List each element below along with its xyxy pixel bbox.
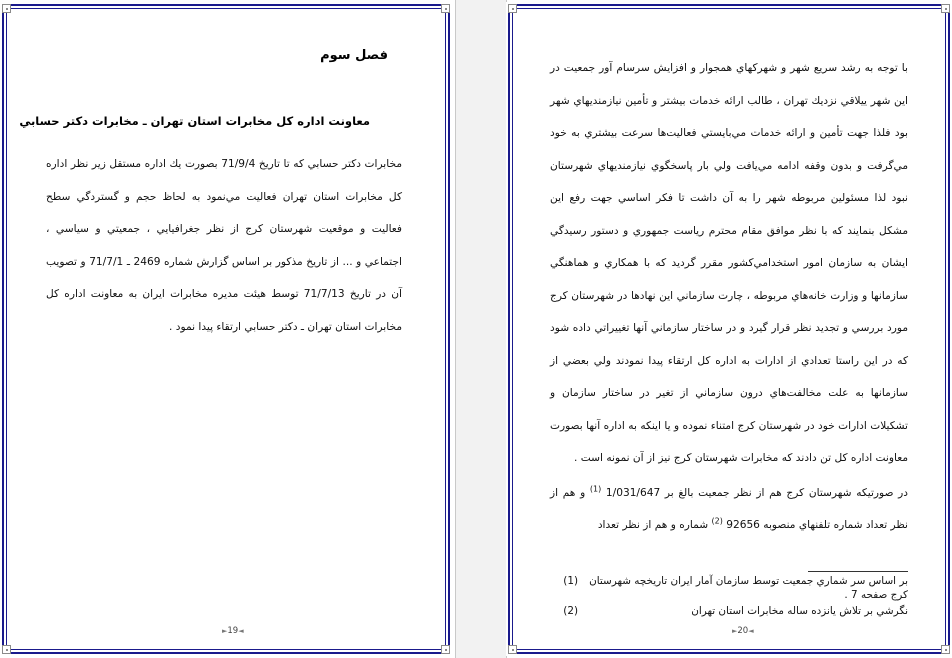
body-text bbox=[550, 52, 908, 542]
page-20 bbox=[506, 2, 952, 656]
corner-mark bbox=[941, 645, 950, 654]
body-paragraph: با توجه به رشد سريع شهر و شهركهاي همجوار و افزايش سرسام آور جمعيت در اين شهر ييلاقي نزديك تهران ، طالب ارائه خدمات بيشتر و تأمين نيازمنديهاي شهر بود فلذا جهت تأمين و ارائه خدمات مي‌بايستي فعاليت‌ها سرعت بيشتري به خود مي‌گرفت و بدون وقفه ادامه مي‌يافت ولي بار پاسخگوي نيازمنديهاي شهرستان نبود لذا مسئولين مربوطه شهر را به آن داشت تا فكر اساسي جهت رفع اين مشكل بنمايند كه با نظر موافق مقام محترم رياست جمهوري و دستور رسيدگي ايشان به سازمان امور استخدامي‌كشور مقرر گرديد كه با همكاري و هماهنگي سازمانها و وزارت خانه‌هاي مربوطه ، چارت سازماني اين نهادها در شهرستان كرج مورد بررسي و تجديد نظر قرار گيرد و در ساختار سازماني آنها تغييراتي داده شود كه در اين راستا تعدادي از ادارات به اداره كل ارتقاء پيدا نمودند ولي بعضي از سازمانها به علت مخالفت‌هاي درون سازماني از تغير در ساختار سازمان و تشكيلات ادارات خود در شهرستان كرج امتناء نموده و يا اينكه به اداره آنها بصورت معاونت اداره كل تن دادند كه مخابرات شهرستان كرج نيز از آن نمونه است . bbox=[550, 62, 908, 464]
section-title: معاونت اداره كل مخابرات استان تهران ـ مخابرات دكتر حسابي bbox=[19, 114, 370, 128]
corner-mark bbox=[441, 4, 450, 13]
page-number-value: 19 bbox=[227, 626, 239, 636]
corner-mark bbox=[941, 4, 950, 13]
corner-mark bbox=[2, 645, 11, 654]
page-number-arrow-icon: ◄ bbox=[238, 627, 244, 635]
footnote-separator bbox=[808, 571, 908, 572]
page-number-arrow-icon: ◄ bbox=[748, 627, 754, 635]
footnote-text: نگرشي بر تلاش يانزده ساله مخابرات استان تهران bbox=[691, 605, 908, 617]
paragraph-text: و هم از نظر تعداد شماره تلفنهاي منصوبه 92656 bbox=[550, 486, 908, 531]
paragraph-text: شماره و هم از نظر تعداد bbox=[597, 519, 712, 531]
footnote-reference: (1) bbox=[589, 483, 602, 493]
footnotes bbox=[550, 574, 908, 620]
paragraph-text: در صورتيكه شهرستان كرج هم از نظر جمعيت بالغ بر 1/031/647 bbox=[601, 486, 908, 499]
footnote-number: (2) bbox=[563, 605, 578, 617]
corner-mark bbox=[508, 4, 517, 13]
page-number-arrow-icon: ► bbox=[732, 627, 738, 635]
page-number bbox=[222, 626, 244, 636]
footnote bbox=[550, 574, 908, 602]
page-number bbox=[732, 626, 754, 636]
corner-mark bbox=[2, 4, 11, 13]
body-paragraph: مخابرات دكتر حسابي كه تا تاريخ 71/9/4 بصورت يك اداره مستقل زير نظر اداره كل مخابرات استان تهران فعاليت مي‌نمود به لحاظ حجم و گستردگي سطح فعاليت و موقعيت شهرستان كرج از نظر جغرافيايي ، جمعيتي و سياسي ، اجتماعي و ... از تاريخ مذكور بر اساس گزارش شماره 2469 ـ 71/7/1 و تصويب آن در تاريخ 71/7/13 توسط هيئت مديره مخابرات ايران به معاونت اداره كل مخابرات استان تهران ـ دكتر حسابي ارتقاء پيدا نمود . bbox=[46, 158, 402, 333]
footnote-reference: (2) bbox=[711, 516, 723, 526]
footnote-number: (1) bbox=[563, 575, 578, 587]
page-number-arrow-icon: ► bbox=[222, 627, 228, 635]
page-gap bbox=[455, 0, 507, 658]
page-number-value: 20 bbox=[737, 626, 749, 636]
corner-mark bbox=[441, 645, 450, 654]
footnote-text: بر اساس سر شماري جمعيت توسط سازمان آمار ايران تاريخچه شهرستان كرج صفحه 7 . bbox=[589, 575, 908, 601]
footnote bbox=[550, 604, 908, 618]
chapter-title: فصل سوم bbox=[320, 48, 388, 63]
page-19 bbox=[0, 2, 454, 656]
body-paragraph-2 bbox=[550, 477, 908, 542]
corner-mark bbox=[508, 645, 517, 654]
